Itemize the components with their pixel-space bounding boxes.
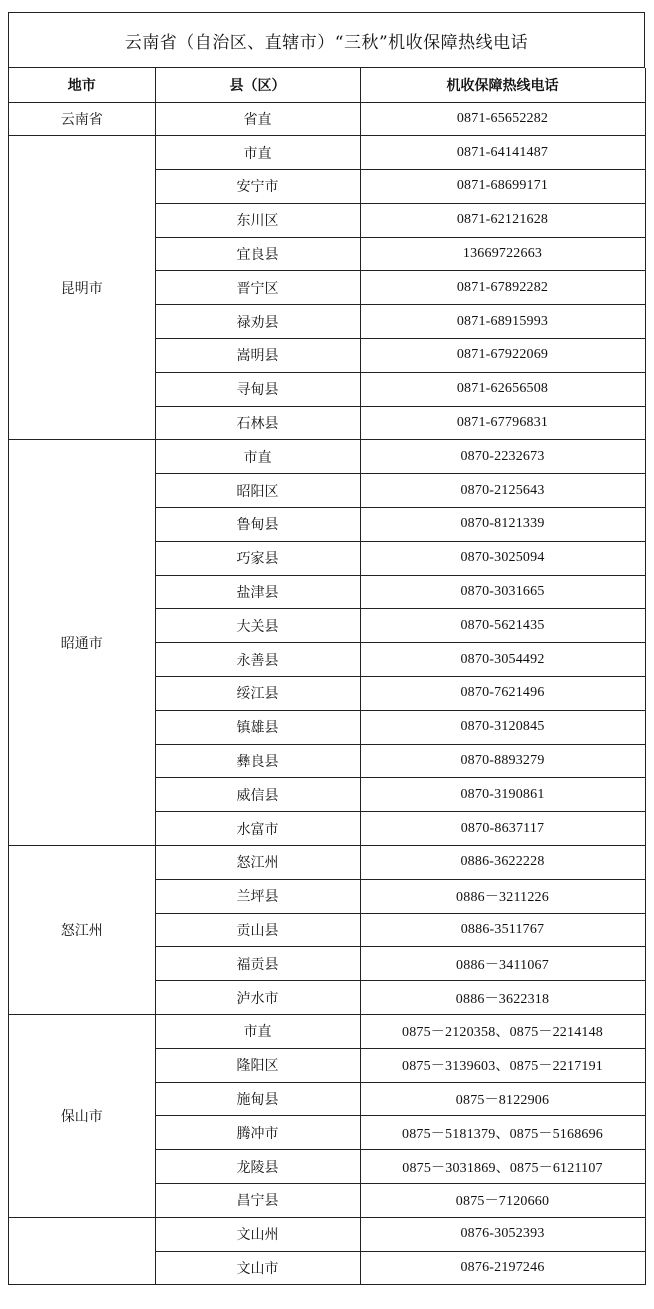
county-cell: 福贡县	[155, 947, 360, 981]
phone-cell: 0870-2125643	[360, 474, 645, 508]
phone-cell: 0870-2232673	[360, 440, 645, 474]
phone-cell: 0870-3120845	[360, 710, 645, 744]
table-row	[9, 102, 645, 136]
table-row	[9, 846, 645, 880]
phone-cell: 0871-64141487	[360, 136, 645, 170]
county-cell: 晋宁区	[155, 271, 360, 305]
phone-cell: 0871-67892282	[360, 271, 645, 305]
county-cell: 石林县	[155, 406, 360, 440]
table-row	[9, 440, 645, 474]
phone-cell: 0871-68915993	[360, 305, 645, 339]
county-cell: 文山市	[155, 1251, 360, 1285]
phone-cell: 0875－8122906	[360, 1082, 645, 1116]
city-cell: 保山市	[9, 1015, 155, 1218]
city-cell: 云南省	[9, 102, 155, 136]
phone-cell: 0876-3052393	[360, 1217, 645, 1251]
phone-cell: 0875－7120660	[360, 1184, 645, 1218]
county-cell: 怒江州	[155, 846, 360, 880]
phone-cell: 0870-3190861	[360, 778, 645, 812]
header-city: 地市	[9, 68, 155, 102]
county-cell: 宜良县	[155, 237, 360, 271]
county-cell: 昭阳区	[155, 474, 360, 508]
phone-cell: 0870-3031665	[360, 575, 645, 609]
phone-cell: 13669722663	[360, 237, 645, 271]
county-cell: 寻甸县	[155, 372, 360, 406]
phone-cell: 0875－2120358、0875－2214148	[360, 1015, 645, 1049]
phone-cell: 0870-3025094	[360, 541, 645, 575]
county-cell: 彝良县	[155, 744, 360, 778]
county-cell: 市直	[155, 136, 360, 170]
county-cell: 市直	[155, 440, 360, 474]
table-title: 云南省（自治区、直辖市）“三秋”机收保障热线电话	[9, 13, 645, 68]
phone-cell: 0886－3411067	[360, 947, 645, 981]
county-cell: 水富市	[155, 812, 360, 846]
phone-cell: 0871-67796831	[360, 406, 645, 440]
phone-cell: 0870-8637117	[360, 812, 645, 846]
phone-cell: 0871-62656508	[360, 372, 645, 406]
county-cell: 龙陵县	[155, 1150, 360, 1184]
table-row	[9, 1015, 645, 1049]
county-cell: 市直	[155, 1015, 360, 1049]
city-cell: 昭通市	[9, 440, 155, 846]
table-row	[9, 1217, 645, 1251]
header-phone: 机收保障热线电话	[360, 68, 645, 102]
hotline-table	[9, 68, 646, 1285]
hotline-table-sheet	[8, 12, 645, 1285]
county-cell: 禄劝县	[155, 305, 360, 339]
city-cell	[9, 1217, 155, 1285]
county-cell: 鲁甸县	[155, 508, 360, 542]
county-cell: 绥江县	[155, 677, 360, 711]
city-cell: 怒江州	[9, 846, 155, 1015]
county-cell: 文山州	[155, 1217, 360, 1251]
county-cell: 泸水市	[155, 981, 360, 1015]
county-cell: 镇雄县	[155, 710, 360, 744]
table-row	[9, 136, 645, 170]
phone-cell: 0886-3622228	[360, 846, 645, 880]
county-cell: 盐津县	[155, 575, 360, 609]
phone-cell: 0871-65652282	[360, 102, 645, 136]
phone-cell: 0870-5621435	[360, 609, 645, 643]
county-cell: 昌宁县	[155, 1184, 360, 1218]
table-body	[9, 102, 645, 1285]
county-cell: 安宁市	[155, 170, 360, 204]
county-cell: 巧家县	[155, 541, 360, 575]
phone-cell: 0875－5181379、0875－5168696	[360, 1116, 645, 1150]
county-cell: 东川区	[155, 203, 360, 237]
county-cell: 永善县	[155, 643, 360, 677]
county-cell: 嵩明县	[155, 339, 360, 373]
phone-cell: 0886－3211226	[360, 879, 645, 913]
phone-cell: 0871-67922069	[360, 339, 645, 373]
county-cell: 兰坪县	[155, 879, 360, 913]
phone-cell: 0871-68699171	[360, 170, 645, 204]
county-cell: 施甸县	[155, 1082, 360, 1116]
phone-cell: 0875－3139603、0875－2217191	[360, 1048, 645, 1082]
phone-cell: 0870-7621496	[360, 677, 645, 711]
phone-cell: 0886-3511767	[360, 913, 645, 947]
county-cell: 贡山县	[155, 913, 360, 947]
county-cell: 隆阳区	[155, 1048, 360, 1082]
county-cell: 威信县	[155, 778, 360, 812]
phone-cell: 0875－3031869、0875－6121107	[360, 1150, 645, 1184]
phone-cell: 0870-3054492	[360, 643, 645, 677]
phone-cell: 0871-62121628	[360, 203, 645, 237]
phone-cell: 0876-2197246	[360, 1251, 645, 1285]
header-county: 县（区）	[155, 68, 360, 102]
city-cell: 昆明市	[9, 136, 155, 440]
county-cell: 省直	[155, 102, 360, 136]
phone-cell: 0886－3622318	[360, 981, 645, 1015]
county-cell: 腾冲市	[155, 1116, 360, 1150]
phone-cell: 0870-8121339	[360, 508, 645, 542]
county-cell: 大关县	[155, 609, 360, 643]
phone-cell: 0870-8893279	[360, 744, 645, 778]
header-row	[9, 68, 645, 102]
